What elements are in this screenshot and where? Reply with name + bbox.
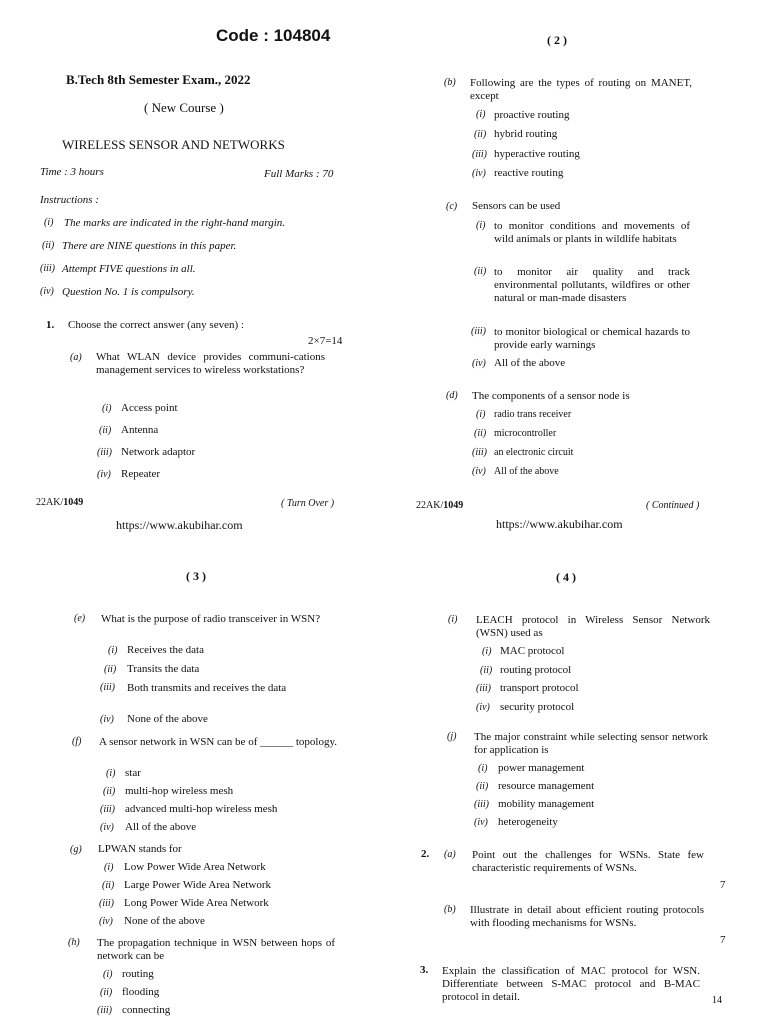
subquestion-label: (j) — [447, 731, 457, 742]
option-number: (iii) — [100, 682, 115, 693]
page-number: ( 2 ) — [547, 33, 567, 47]
option-number: (ii) — [100, 987, 113, 998]
option-number: (ii) — [103, 786, 116, 797]
option-text: Antenna — [121, 424, 159, 436]
option-text: an electronic circuit — [494, 447, 574, 458]
option-text: connecting — [122, 1004, 171, 1016]
footer-note: ( Continued ) — [646, 500, 700, 511]
exam-time: Time : 3 hours — [40, 166, 104, 178]
page-number: ( 3 ) — [186, 569, 206, 583]
subquestion-label: (c) — [446, 201, 458, 212]
option-text: Low Power Wide Area Network — [124, 861, 266, 873]
option-text: All of the above — [494, 466, 559, 477]
subquestion-text: What WLAN device provides communi-cations management services to wireless workstations? — [96, 351, 325, 376]
option-number: (iv) — [472, 168, 486, 179]
exam-page-3 — [0, 512, 384, 1024]
question-number: 3. — [420, 964, 429, 976]
option-text: microcontroller — [494, 428, 557, 439]
option-text: Network adaptor — [121, 446, 196, 458]
full-marks: Full Marks : 70 — [264, 168, 334, 180]
option-text: Both transmits and receives the data — [127, 682, 287, 694]
question-marks: 14 — [712, 995, 722, 1006]
subquestion-label: (a) — [70, 352, 82, 363]
option-number: (ii) — [102, 880, 115, 891]
option-text: Large Power Wide Area Network — [124, 879, 271, 891]
option-number: (iv) — [100, 822, 114, 833]
option-number: (iii) — [97, 447, 112, 458]
option-text: None of the above — [124, 915, 205, 927]
page-number: ( 4 ) — [556, 570, 576, 584]
subquestion-text: What is the purpose of radio transceiver in WSN? — [101, 613, 321, 625]
option-number: (ii) — [480, 665, 493, 676]
option-number: (iii) — [472, 149, 487, 160]
subquestion-label: (b) — [444, 77, 456, 88]
source-url[interactable]: https://www.akubihar.com — [116, 518, 243, 532]
option-text: power management — [498, 762, 585, 774]
option-text: Transits the data — [127, 663, 200, 675]
subquestion-label: (a) — [444, 849, 456, 860]
option-number: (i) — [476, 409, 486, 420]
option-text: hybrid routing — [494, 128, 558, 140]
instruction-text: There are NINE questions in this paper. — [62, 240, 237, 252]
option-number: (iii) — [99, 898, 114, 909]
subquestion-text: Point out the challenges for WSNs. State few characteristic requirements of WSNs. — [472, 849, 704, 874]
subquestion-text: LEACH protocol in Wireless Sensor Network (WSN) used as — [476, 614, 710, 639]
option-number: (iv) — [472, 358, 486, 369]
option-text: to monitor air quality and track environmental pollutants, wildfires or other natural or man-made disasters — [494, 266, 690, 304]
option-number: (i) — [106, 768, 116, 779]
option-number: (iii) — [97, 1005, 112, 1016]
option-number: (i) — [102, 403, 112, 414]
option-text: mobility management — [498, 798, 595, 810]
option-number: (iii) — [471, 326, 486, 337]
option-number: (iv) — [474, 817, 488, 828]
option-text: resource management — [498, 780, 595, 792]
option-number: (i) — [108, 645, 118, 656]
question-number: 1. — [46, 319, 55, 331]
instruction-text: The marks are indicated in the right-hand margin. — [64, 217, 285, 229]
subquestion-text: LPWAN stands for — [98, 843, 182, 855]
option-number: (iii) — [472, 447, 487, 458]
option-number: (i) — [104, 862, 114, 873]
option-text: Receives the data — [127, 644, 204, 656]
instruction-text: Question No. 1 is compulsory. — [62, 286, 195, 298]
question-text: Explain the classification of MAC protocol for WSN. Differentiate between S-MAC protocol and B-MAC protocol in detail. — [442, 965, 700, 1003]
instruction-text: Attempt FIVE questions in all. — [62, 263, 196, 275]
exam-page-1 — [0, 0, 384, 532]
exam-page-2 — [384, 0, 768, 531]
subquestion-text: The propagation technique in WSN between hops of network can be — [97, 937, 335, 962]
option-text: routing — [122, 968, 154, 980]
option-number: (iv) — [100, 714, 114, 725]
subquestion-text: The major constraint while selecting sensor network for application is — [474, 731, 708, 756]
option-text: advanced multi-hop wireless mesh — [125, 803, 278, 815]
subquestion-text: A sensor network in WSN can be of ______ topology. — [99, 736, 337, 748]
option-number: (iii) — [476, 683, 491, 694]
option-text: Repeater — [121, 468, 161, 480]
footer-code: 22AK/1049 — [416, 500, 464, 511]
question-number: 2. — [421, 848, 430, 860]
subquestion-label: (d) — [446, 390, 458, 401]
option-text: All of the above — [125, 821, 197, 833]
subquestion-text: Illustrate in detail about efficient routing protocols with flooding mechanisms for WSNs. — [470, 904, 704, 929]
question-marks: 7 — [720, 879, 726, 891]
option-number: (ii) — [104, 664, 117, 675]
option-number: (i) — [482, 646, 492, 657]
subquestion-label: (b) — [444, 904, 456, 915]
question-text: Choose the correct answer (any seven) : — [68, 319, 244, 331]
option-number: (iv) — [472, 466, 486, 477]
option-text: Long Power Wide Area Network — [124, 897, 269, 909]
option-text: MAC protocol — [500, 645, 565, 657]
option-number: (ii) — [474, 266, 487, 277]
option-number: (ii) — [99, 425, 112, 436]
subquestion-label: (e) — [74, 613, 86, 624]
option-text: reactive routing — [494, 167, 564, 179]
instruction-number: (iv) — [40, 286, 54, 297]
option-text: None of the above — [127, 713, 208, 725]
option-text: to monitor biological or chemical hazards to provide early warnings — [494, 326, 690, 351]
option-number: (i) — [476, 220, 486, 231]
option-number: (i) — [103, 969, 113, 980]
question-marks: 7 — [720, 934, 726, 946]
subquestion-text: The components of a sensor node is — [472, 390, 630, 402]
instruction-number: (iii) — [40, 263, 55, 274]
option-text: proactive routing — [494, 109, 570, 121]
footer-note: ( Turn Over ) — [281, 498, 335, 509]
option-number: (i) — [476, 109, 486, 120]
option-number: (ii) — [476, 781, 489, 792]
option-text: Access point — [121, 402, 178, 414]
option-number: (iv) — [476, 702, 490, 713]
option-text: routing protocol — [500, 664, 572, 676]
option-text: radio trans receiver — [494, 409, 572, 420]
source-url[interactable]: https://www.akubihar.com — [496, 517, 623, 531]
option-text: heterogeneity — [498, 816, 558, 828]
instruction-number: (ii) — [42, 240, 55, 251]
option-text: flooding — [122, 986, 160, 998]
option-number: (iii) — [100, 804, 115, 815]
course-note: ( New Course ) — [144, 100, 224, 115]
option-text: All of the above — [494, 357, 566, 369]
subquestion-label: (f) — [72, 736, 82, 747]
subquestion-text: Following are the types of routing on MANET, except — [470, 77, 692, 102]
instructions-heading: Instructions : — [40, 194, 99, 206]
option-text: security protocol — [500, 701, 575, 713]
option-number: (iv) — [97, 469, 111, 480]
exam-page-4 — [384, 512, 768, 1024]
option-text: to monitor conditions and movements of wild animals or plants in wildlife habitats — [494, 220, 690, 245]
option-text: star — [125, 767, 141, 779]
subquestion-label: (i) — [448, 614, 458, 625]
question-marks: 2×7=14 — [308, 335, 343, 347]
instruction-number: (i) — [44, 217, 54, 228]
exam-title: B.Tech 8th Semester Exam., 2022 — [66, 72, 251, 87]
option-text: multi-hop wireless mesh — [125, 785, 234, 797]
footer-code: 22AK/1049 — [36, 497, 84, 508]
subject-title: WIRELESS SENSOR AND NETWORKS — [62, 137, 285, 152]
option-number: (ii) — [474, 428, 487, 439]
option-number: (iv) — [99, 916, 113, 927]
option-number: (ii) — [474, 129, 487, 140]
option-text: hyperactive routing — [494, 148, 580, 160]
option-text: transport protocol — [500, 682, 579, 694]
subquestion-text: Sensors can be used — [472, 200, 561, 212]
option-number: (i) — [478, 763, 488, 774]
subquestion-label: (g) — [70, 844, 82, 855]
paper-code: Code : 104804 — [216, 26, 331, 45]
option-number: (iii) — [474, 799, 489, 810]
subquestion-label: (h) — [68, 937, 80, 948]
